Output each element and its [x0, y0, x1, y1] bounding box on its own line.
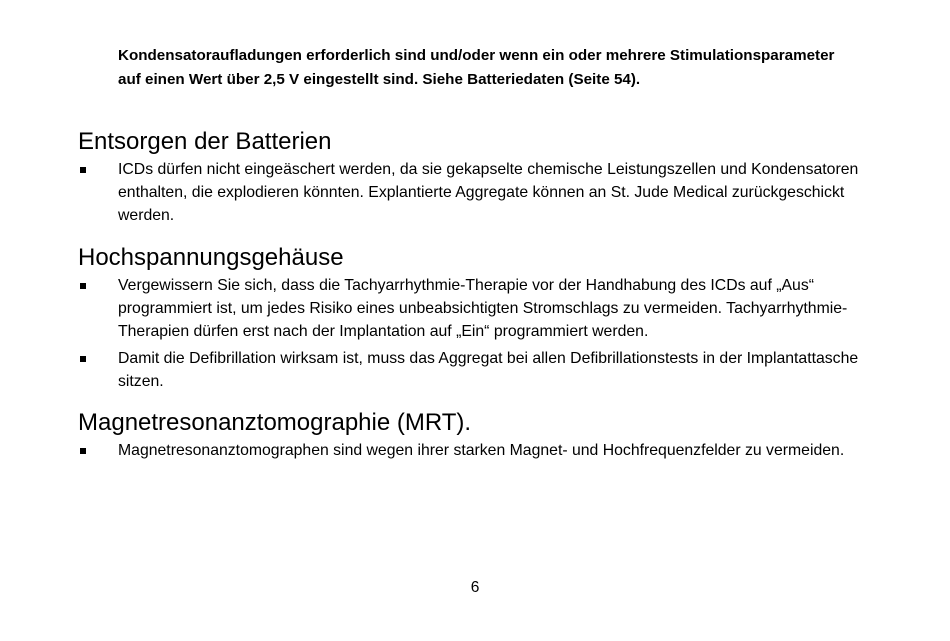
bullet-square-icon	[80, 283, 86, 289]
bullet-text: ICDs dürfen nicht eingeäschert werden, da sie gekapselte chemische Leistungszellen und Kondensatoren enthalten, die explodieren könnten. Explantierte Aggregate können an St. Jude Medical zurückgeschickt werden.	[118, 161, 859, 224]
page-number: 6	[470, 579, 480, 596]
list-item	[78, 158, 878, 227]
bullet-list	[78, 274, 878, 393]
list-item	[78, 274, 878, 343]
bullet-square-icon	[80, 356, 86, 362]
intro-paragraph: Kondensatoraufladungen erforderlich sind und/oder wenn ein oder mehrere Stimulationsparameter auf einen Wert über 2,5 V eingestellt sind. Siehe Batteriedaten (Seite 54).	[118, 47, 835, 88]
bullet-square-icon	[80, 167, 86, 173]
list-item	[78, 347, 878, 393]
section-high-voltage-housing	[78, 244, 878, 397]
section-mri	[78, 409, 878, 466]
section-heading: Entsorgen der Batterien	[78, 128, 332, 155]
bullet-text: Vergewissern Sie sich, dass die Tachyarrhythmie-Therapie vor der Handhabung des ICDs auf „Aus“ programmiert ist, um jedes Risiko eines unbeabsichtigten Stromschlags zu vermeiden. Tachyarrhythmie-Therapien dürfen erst nach der Implantation auf „Ein“ programmiert werden.	[118, 277, 848, 340]
section-heading: Magnetresonanztomographie (MRT).	[78, 409, 472, 436]
bullet-text: Damit die Defibrillation wirksam ist, muss das Aggregat bei allen Defibrillationstests in der Implantattasche sitzen.	[118, 350, 859, 390]
section-battery-disposal	[78, 128, 878, 231]
bullet-text: Magnetresonanztomographen sind wegen ihrer starken Magnet- und Hochfrequenzfelder zu vermeiden.	[118, 442, 845, 459]
bullet-square-icon	[80, 448, 86, 454]
section-heading: Hochspannungsgehäuse	[78, 244, 344, 271]
list-item	[78, 439, 878, 462]
bullet-list	[78, 439, 878, 462]
bullet-list	[78, 158, 878, 227]
